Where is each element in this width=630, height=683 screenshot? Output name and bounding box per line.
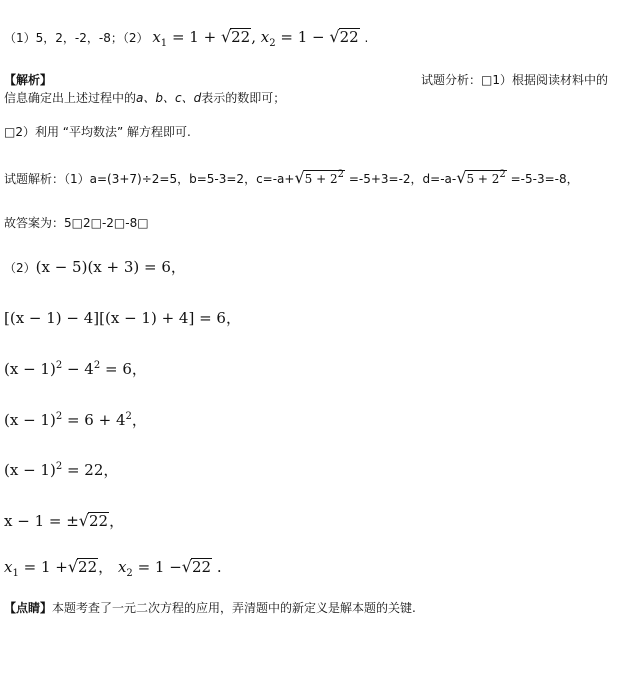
x1-formula: $x_1 = 1 + √22$, $x_2 = 1 - √22$ xyxy=(152,27,359,49)
answer-line: （1）5，2，-2，-8；（2） $x_1 = 1 + √22$, $x_2 = 1 - √22$ . xyxy=(4,27,369,49)
comment-text: 本题考查了一元二次方程的应用，弄清题中的新定义是解本题的关键. xyxy=(52,601,416,615)
analysis-right-text: 试题分析：□1）根据阅读材料中的 xyxy=(421,73,608,87)
analysis-tag: 【解析】 xyxy=(4,73,53,87)
analysis-line3: □2）利用 “平均数法” 解方程即可. xyxy=(4,125,191,139)
solution-answer: 故答案为：5□2□-2□-8□ xyxy=(4,216,149,230)
step-1: （2）(x − 5)(x + 3) = 6， xyxy=(4,258,186,276)
analysis-line2: 信息确定出上述过程中的a、b、c、d表示的数即可； xyxy=(4,91,286,105)
step-6: x − 1 = ±√22， xyxy=(4,511,125,530)
step-5: $(x - 1)^2 = 22$， xyxy=(4,461,119,479)
step-7: $x_1 = 1 +√22$， $x_2 = 1 -√22$ . xyxy=(4,557,222,579)
comment-tag: 【点睛】 xyxy=(4,601,53,615)
step-4: $(x - 1)^2 = 6 + 4^2$， xyxy=(4,411,147,429)
comment-line xyxy=(4,600,416,616)
answer-part1: （1）5，2，-2，-8；（2） xyxy=(4,31,149,45)
step-3: $(x - 1)^2 - 4^2 = 6$， xyxy=(4,360,147,378)
solution-line: 试题解析：（1）a=(3+7)÷2=5，b=5-3=2，$c=-a+√5 + 2^2 =-5+3=-2$，$d=-a-√5 + 2^2 =-5-3=-8$， xyxy=(4,168,579,187)
step-2: [(x − 1) − 4][(x − 1) + 4] = 6， xyxy=(4,309,241,327)
